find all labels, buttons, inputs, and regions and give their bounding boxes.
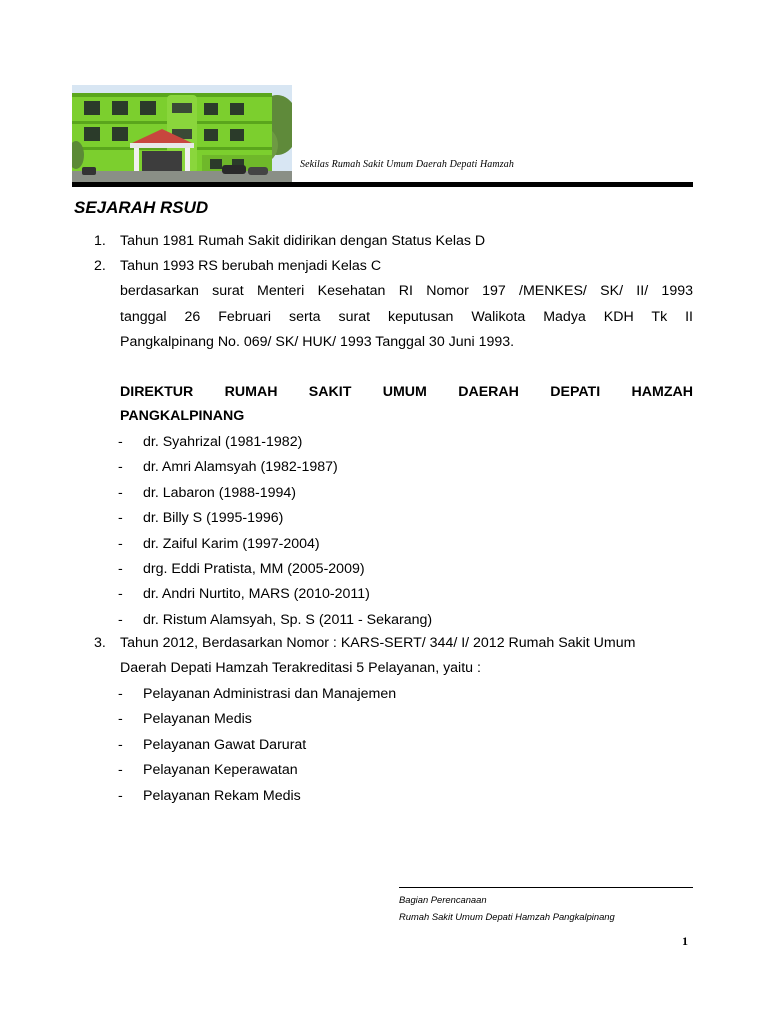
dash-bullet: - [118,711,123,728]
director-name: drg. Eddi Pratista, MM (2005-2009) [143,560,365,577]
list-item [118,532,432,557]
director-name: dr. Zaiful Karim (1997-2004) [143,535,320,552]
directors-list [118,430,432,633]
director-name: dr. Ristum Alamsyah, Sp. S (2011 - Sekarang) [143,611,433,628]
item-text: Tahun 1993 RS berubah menjadi Kelas C [120,258,382,274]
dash-bullet: - [118,762,123,779]
director-name: dr. Andri Nurtito, MARS (2010-2011) [143,586,370,603]
services-list [118,682,396,809]
item-2-continuation-line-3: Pangkalpinang No. 069/ SK/ HUK/ 1993 Tanggal 30 Juni 1993. [120,334,515,350]
footer-department: Bagian Perencanaan [399,894,487,905]
dash-bullet: - [118,484,123,501]
dash-bullet: - [118,611,123,628]
list-item [118,682,396,707]
history-item-1 [94,229,485,255]
history-item-3 [94,631,693,657]
director-name: dr. Labaron (1988-1994) [143,484,297,501]
list-item [118,784,396,809]
dash-bullet: - [118,736,123,753]
director-name: dr. Amri Alamsyah (1982-1987) [143,459,338,476]
directors-heading: DIREKTUR RUMAH SAKIT UMUM DAERAH DEPATI HAMZAH [120,384,693,400]
page-number: 1 [682,934,688,948]
director-name: dr. Syahrizal (1981-1982) [143,434,303,450]
item-text: Tahun 2012, Berdasarkan Nomor : KARS-SERT/ 344/ I/ 2012 Rumah Sakit Umum [120,635,636,651]
list-item [118,733,396,758]
list-item [118,455,432,480]
dash-bullet: - [118,459,123,476]
footer-rule [399,887,693,888]
directors-heading-line-2: PANGKALPINANG [120,408,245,424]
director-name: dr. Billy S (1995-1996) [143,510,284,527]
list-item [118,430,432,455]
service-name: Pelayanan Keperawatan [143,762,298,779]
item-2-continuation-line-2: tanggal 26 Februari serta surat keputusan Walikota Madya KDH Tk II [120,309,693,325]
list-item [118,557,432,582]
list-item [118,707,396,732]
item-3-continuation-line-1: Daerah Depati Hamzah Terakreditasi 5 Pelayanan, yaitu : [120,660,481,676]
service-name: Pelayanan Rekam Medis [143,787,301,804]
service-name: Pelayanan Administrasi dan Manajemen [143,686,397,702]
item-2-continuation-line-1: berdasarkan surat Menteri Kesehatan RI Nomor 197 /MENKES/ SK/ II/ 1993 [120,283,693,299]
item-number: 1. [94,233,106,249]
list-item [118,758,396,783]
dash-bullet: - [118,586,123,603]
footer-hospital-name: Rumah Sakit Umum Depati Hamzah Pangkalpinang [399,911,615,922]
history-item-2 [94,254,381,280]
dash-bullet: - [118,535,123,552]
header-caption: Sekilas Rumah Sakit Umum Daerah Depati Hamzah [300,159,514,170]
page-title: SEJARAH RSUD [74,198,209,217]
dash-bullet: - [118,560,123,577]
service-name: Pelayanan Medis [143,711,252,728]
list-item [118,506,432,531]
list-item [118,582,432,607]
dash-bullet: - [118,510,123,527]
list-item [118,608,432,633]
item-text: Tahun 1981 Rumah Sakit didirikan dengan Status Kelas D [120,233,486,249]
list-item [118,481,432,506]
dash-bullet: - [118,686,123,702]
item-number: 2. [94,258,106,274]
service-name: Pelayanan Gawat Darurat [143,736,307,753]
header-rule [72,182,693,187]
dash-bullet: - [118,434,123,450]
item-number: 3. [94,635,106,651]
dash-bullet: - [118,787,123,804]
hospital-building-photo [72,85,292,182]
